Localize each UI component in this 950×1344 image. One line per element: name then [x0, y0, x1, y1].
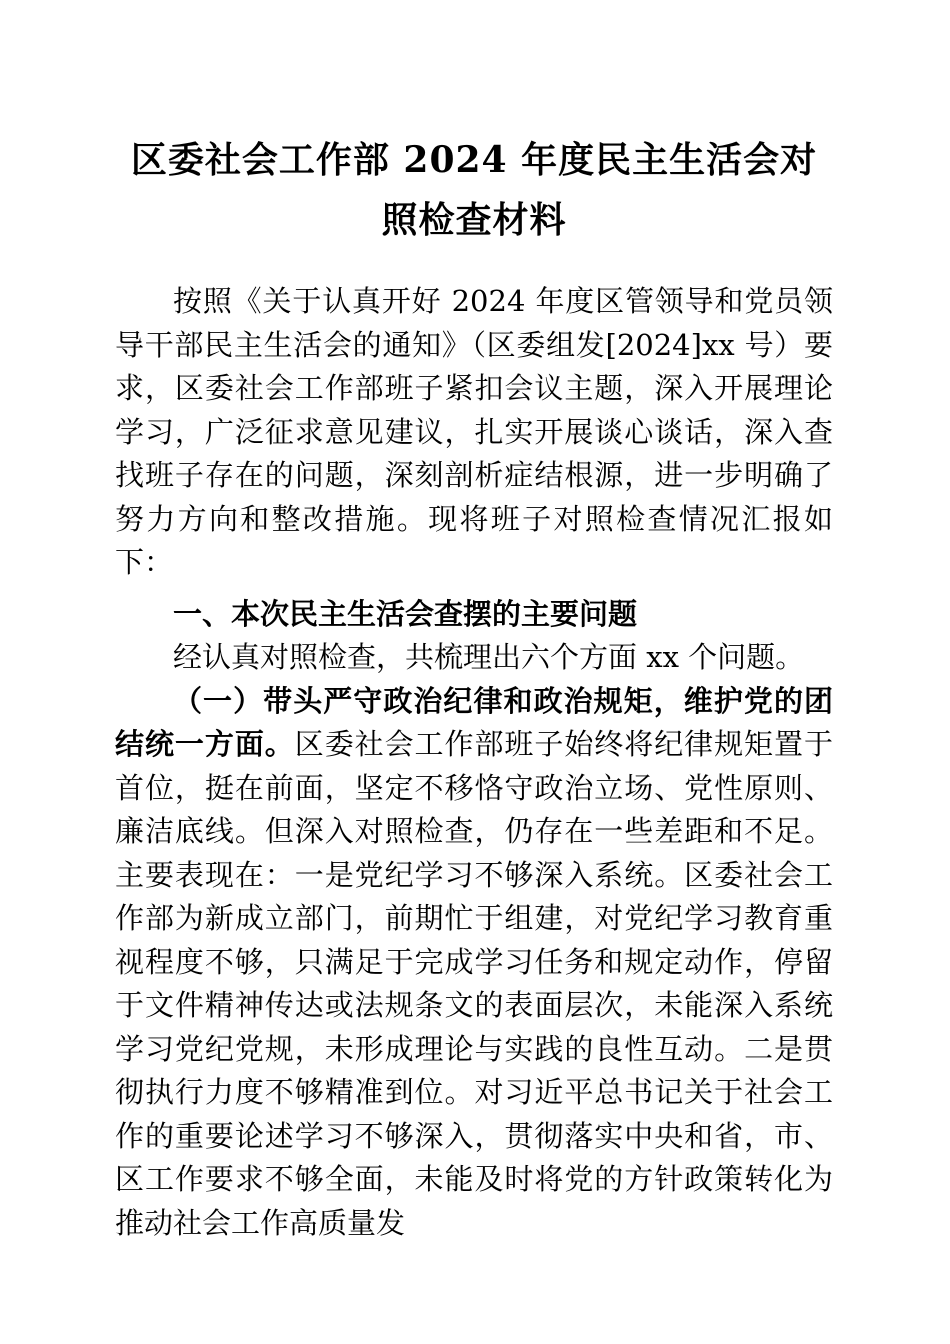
paragraph-item-1	[115, 680, 833, 1246]
section-heading-1: 一、本次民主生活会查摆的主要问题	[173, 596, 638, 631]
paragraph-summary: 经认真对照检查，共梳理出六个方面 xx 个问题。	[173, 640, 805, 674]
paragraph-intro: 按照《关于认真开好 2024 年度区管领导和党员领导干部民主生活会的通知》（区委组发[2024]xx 号）要求，区委社会工作部班子紧扣会议主题，深入开展理论学习，广泛征求意见建议，扎实开展谈心谈话，深入查找班子存在的问题，深刻剖析症结根源，进一步明确了努力方向和整改措施。现将班子对照检查情况汇报如下：	[115, 284, 833, 579]
document-title: 区委社会工作部 2024 年度民主生活会对照检查材料	[130, 139, 818, 241]
subheading-lead: （一）带头严守政治纪律和政治规矩，维护党的团结统一方面。	[115, 683, 833, 761]
document-body	[115, 280, 833, 1245]
paragraph-item-1-text: 区委社会工作部班子始终将纪律规矩置于首位，挺在前面，坚定不移恪守政治立场、党性原则、廉洁底线。但深入对照检查，仍存在一些差距和不足。主要表现在：一是党纪学习不够深入系统。区委社会工作部为新成立部门，前期忙于组建，对党纪学习教育重视程度不够，只满足于完成学习任务和规定动作，停留于文件精神传达或法规条文的表面层次，未能深入系统学习党纪党规，未形成理论与实践的良性互动。二是贯彻执行力度不够精准到位。对习近平总书记关于社会工作的重要论述学习不够深入，贯彻落实中央和省，市、区工作要求不够全面，未能及时将党的方针政策转化为推动社会工作高质量发	[115, 727, 833, 1240]
